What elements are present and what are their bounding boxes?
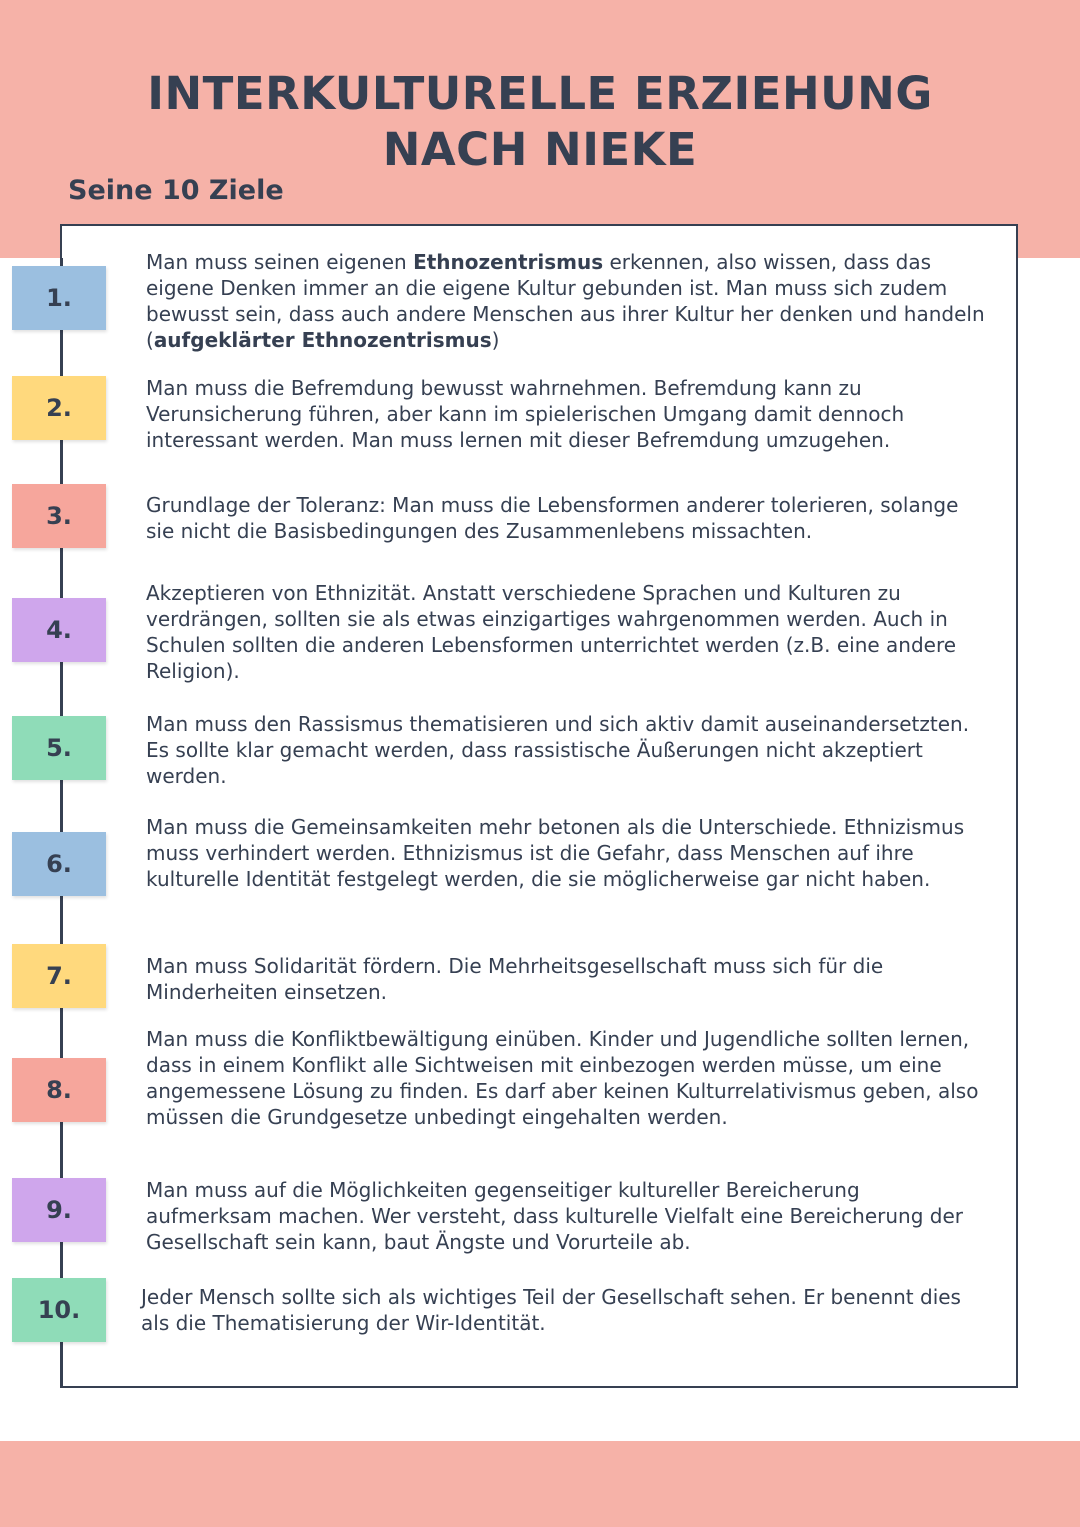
goal-text [146,580,986,684]
bold-term: Ethnozentrismus [413,250,604,274]
text-segment: Man muss die Konfliktbewältigung einüben. Kinder und Jugendliche sollten lernen, dass in einem Konflikt alle Sichtweisen mit einbezogen werden müsse, um eine angemessene Lösung zu finden. Es darf aber keinen Kulturrelativismus geben, also müssen die Grundgesetze unbedingt eingehalten werden. [146,1027,979,1129]
text-segment: Man muss die Befremdung bewusst wahrnehmen. Befremdung kann zu Verunsicherung führen, aber kann im spielerischen Umgang damit dennoch interessant werden. Man muss lernen mit dieser Befremdung umzugehen. [146,376,905,452]
footer-band [0,1441,1080,1527]
title-line-1: INTERKULTURELLE ERZIEHUNG [147,67,933,120]
text-segment: Akzeptieren von Ethnizität. Anstatt verschiedene Sprachen und Kulturen zu verdrängen, sollten sie als etwas einzigartiges wahrgenommen werden. Auch in Schulen sollten die anderen Lebensformen unterrichtet werden (z.B. eine andere Religion). [146,581,957,683]
goal-number-badge: 10. [12,1278,106,1342]
goal-number-badge: 9. [12,1178,106,1242]
goal-number-badge: 5. [12,716,106,780]
goal-text [146,814,986,892]
goal-text [146,1177,986,1255]
title-line-2: NACH NIEKE [382,123,698,176]
text-segment: Man muss seinen eigenen [146,250,414,274]
goal-text [146,711,986,789]
goal-number-badge: 7. [12,944,106,1008]
text-segment: Man muss den Rassismus thematisieren und sich aktiv damit auseinandersetzten. Es sollte klar gemacht werden, dass rassistische Äußerungen nicht akzeptiert werden. [146,712,970,788]
goal-number-badge: 3. [12,484,106,548]
goal-number-badge: 1. [12,266,106,330]
text-segment: Jeder Mensch sollte sich als wichtiges Teil der Gesellschaft sehen. Er benennt dies als die Thematisierung der Wir-Identität. [141,1285,961,1335]
goal-text [146,492,986,544]
goal-number-badge: 8. [12,1058,106,1122]
goal-text [146,1026,986,1130]
goal-number-badge: 4. [12,598,106,662]
text-segment: Man muss auf die Möglichkeiten gegenseitiger kultureller Bereicherung aufmerksam machen. Wer versteht, dass kulturelle Vielfalt eine Bereicherung der Gesellschaft sein kann, baut Ängste und Vorurteile ab. [146,1178,963,1254]
text-segment: Grundlage der Toleranz: Man muss die Lebensformen anderer tolerieren, solange sie nicht die Basisbedingungen des Zusammenlebens missachten. [146,493,959,543]
text-segment: erkennen, also wissen, dass das eigene Denken immer an die eigene Kultur gebunden ist. Man muss sich zudem bewusst sein, dass auch andere Menschen aus ihrer Kultur her denken und handeln ( [146,250,985,352]
goal-text [146,375,986,453]
text-segment: Man muss Solidarität fördern. Die Mehrheitsgesellschaft muss sich für die Minderheiten einsetzen. [146,954,884,1004]
goal-number-badge: 2. [12,376,106,440]
bold-term: aufgeklärter Ethnozentrismus [153,328,492,352]
goal-text [141,1284,981,1336]
page-title [0,66,1080,178]
goal-text [146,953,986,1005]
goal-number-badge: 6. [12,832,106,896]
text-segment: ) [491,328,500,352]
goal-text [146,249,986,353]
text-segment: Man muss die Gemeinsamkeiten mehr betonen als die Unterschiede. Ethnizismus muss verhindert werden. Ethnizismus ist die Gefahr, dass Menschen auf ihre kulturelle Identität festgelegt werden, die sie möglicherweise gar nicht haben. [146,815,965,891]
page-subtitle: Seine 10 Ziele [68,175,284,206]
